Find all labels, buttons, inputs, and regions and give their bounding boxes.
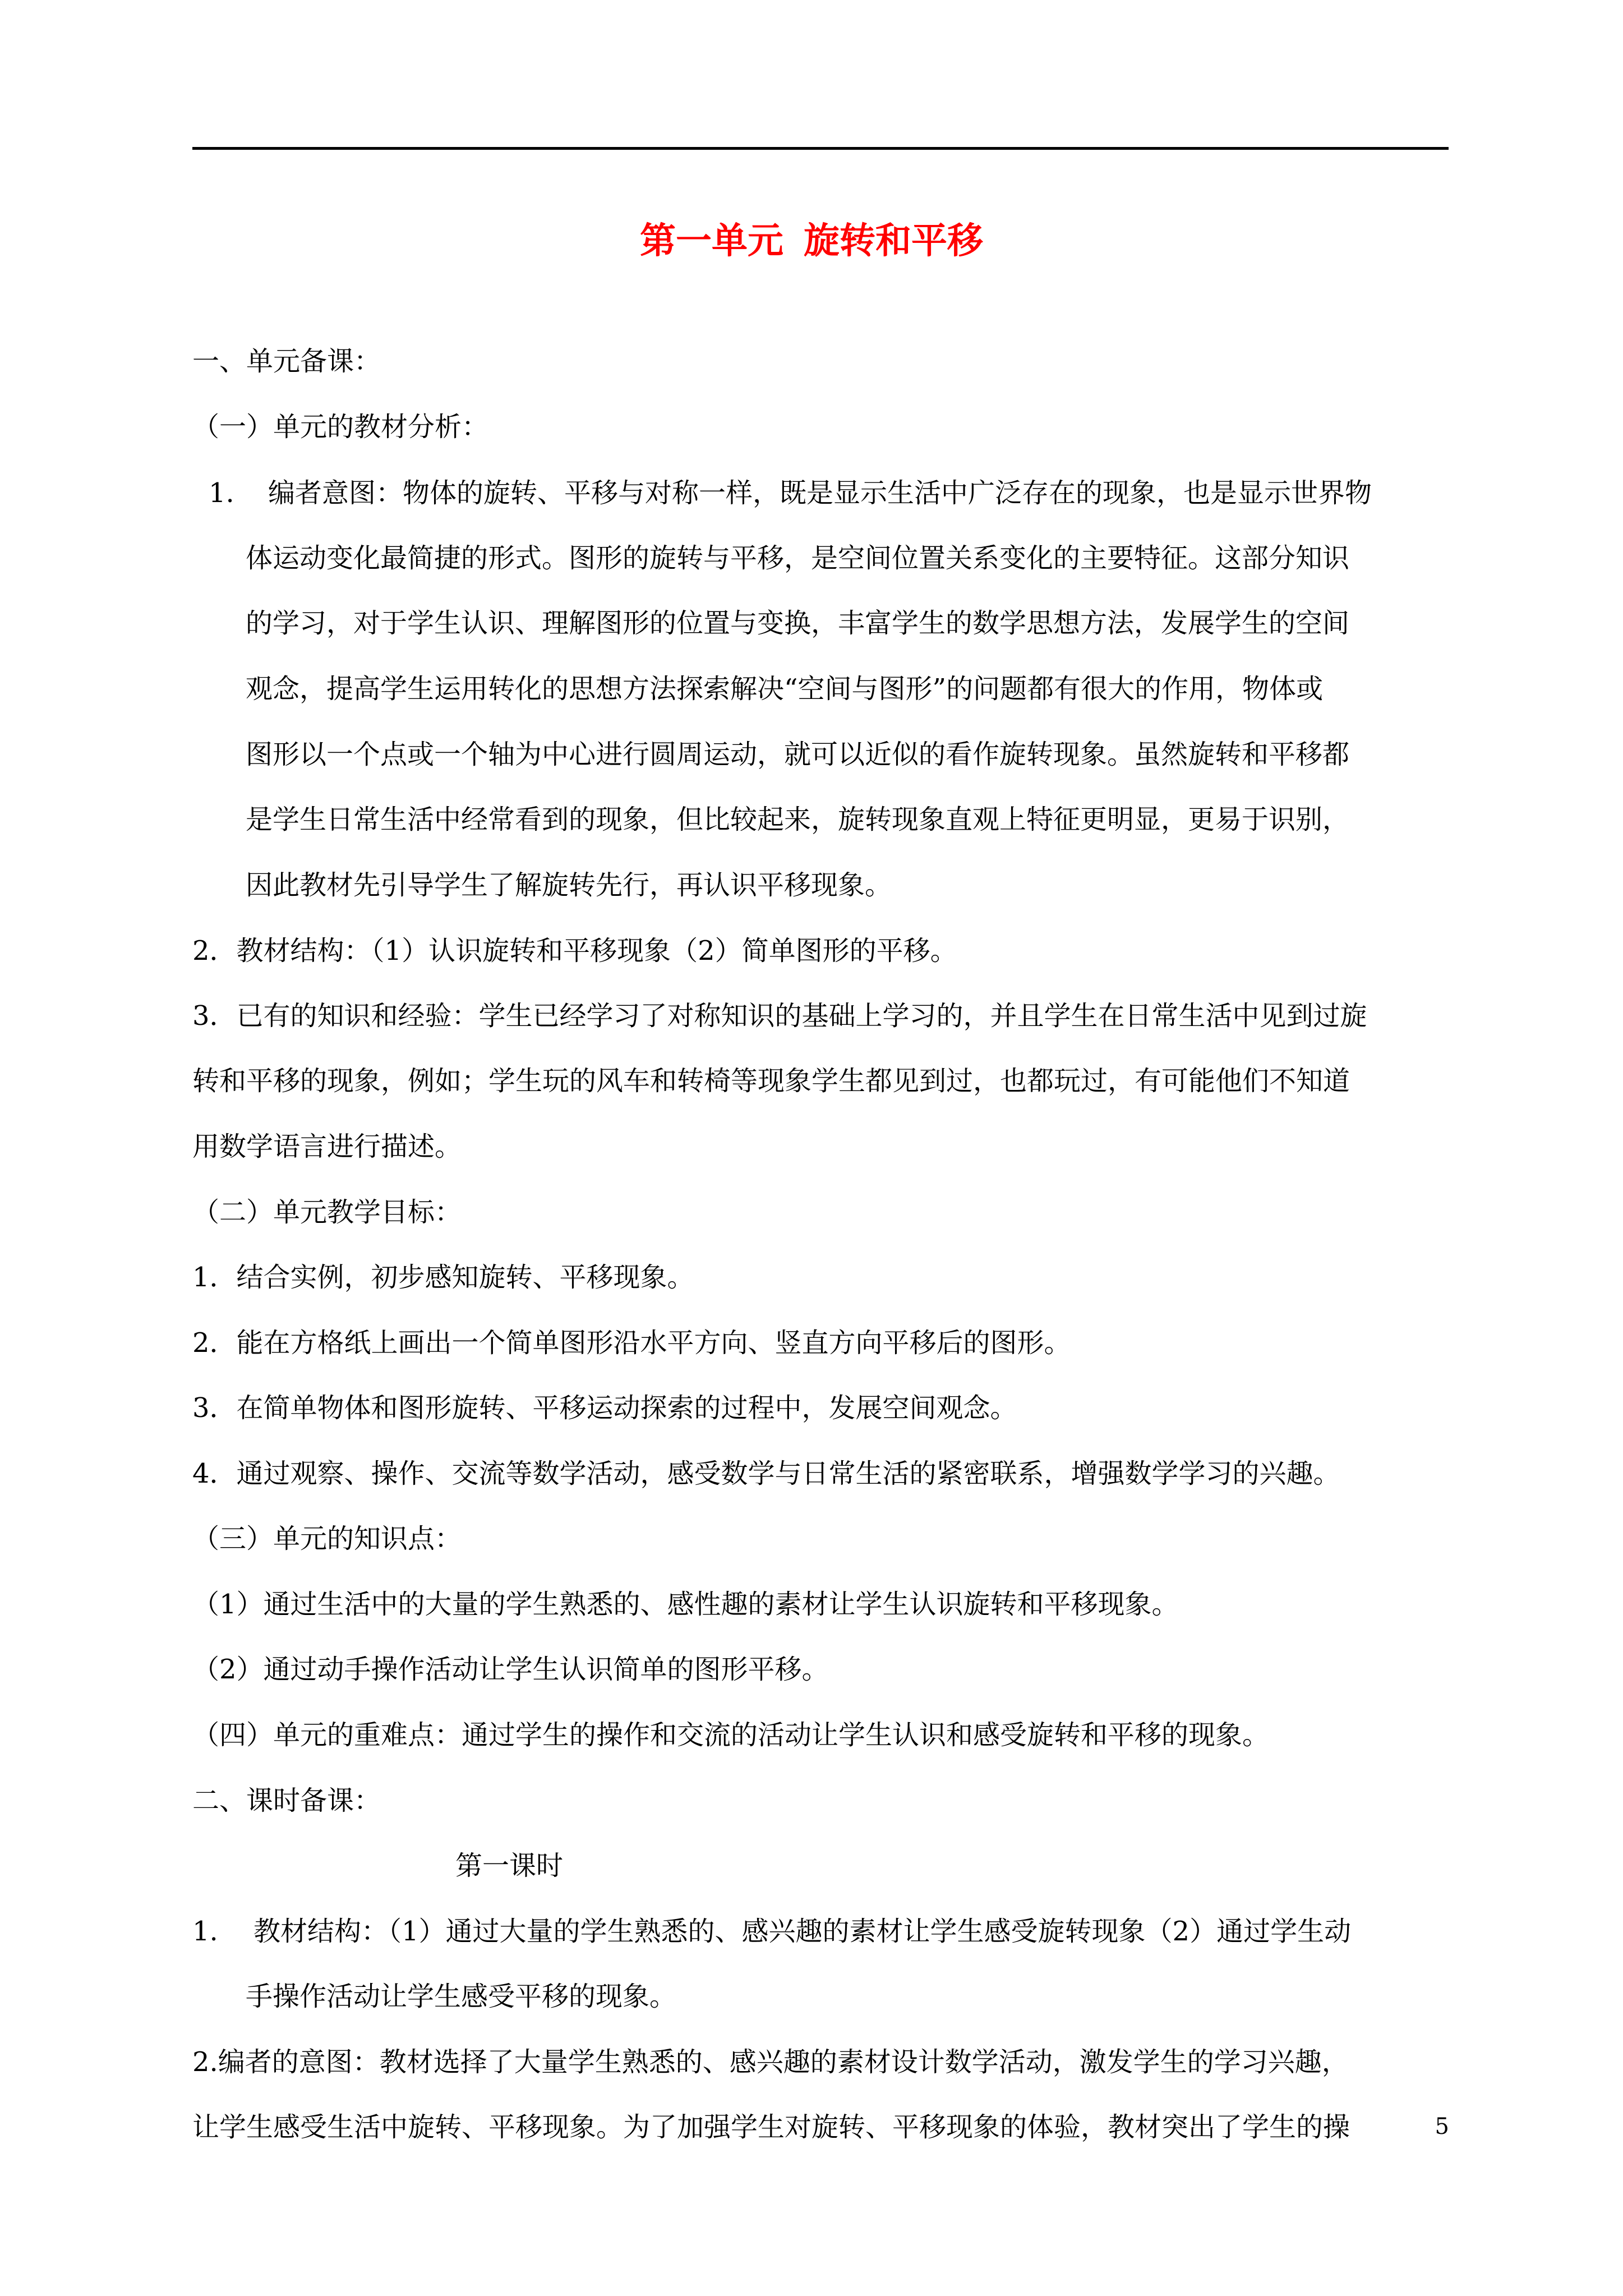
subheading-knowledge-points: （三）单元的知识点： — [192, 1523, 462, 1554]
header-rule — [192, 147, 1449, 150]
paragraph-line: 体运动变化最简捷的形式。图形的旋转与平移，是空间位置关系变化的主要特征。这部分知识 — [246, 542, 1350, 574]
list-item: （2）通过动手操作活动让学生认识简单的图形平移。 — [192, 1654, 829, 1685]
page-title — [0, 216, 1623, 266]
heading-unit-prep: 一、单元备课： — [192, 346, 381, 377]
paragraph-line: 2.编者的意图：教材选择了大量学生熟悉的、感兴趣的素材设计数学活动，激发学生的学习兴趣， — [192, 2046, 1349, 2078]
subheading-key-points: （四）单元的重难点：通过学生的操作和交流的活动让学生认识和感受旋转和平移的现象。 — [192, 1719, 1270, 1751]
list-item: 3．在简单物体和图形旋转、平移运动探索的过程中，发展空间观念。 — [192, 1392, 1017, 1424]
paragraph-line: 图形以一个点或一个轴为中心进行圆周运动，就可以近似的看作旋转现象。虽然旋转和平移都 — [246, 739, 1350, 770]
paragraph-line: 是学生日常生活中经常看到的现象，但比较起来，旋转现象直观上特征更明显，更易于识别， — [246, 804, 1350, 835]
paragraph-line: 编者意图：物体的旋转、平移与对称一样，既是显示生活中广泛存在的现象，也是显示世界物 — [268, 477, 1372, 509]
paragraph-line: 3．已有的知识和经验：学生已经学习了对称知识的基础上学习的，并且学生在日常生活中见到过旋 — [192, 1000, 1367, 1032]
title-part-unit: 第一单元 — [640, 220, 783, 262]
paragraph-line: 2．教材结构：（1）认识旋转和平移现象（2）简单图形的平移。 — [192, 935, 957, 967]
paragraph-line: 转和平移的现象，例如；学生玩的风车和转椅等现象学生都见到过，也都玩过，有可能他们不知道 — [192, 1065, 1350, 1097]
paragraph-line: 让学生感受生活中旋转、平移现象。为了加强学生对旋转、平移现象的体验，教材突出了学生的操 — [192, 2111, 1350, 2143]
paragraph-line: 用数学语言进行描述。 — [192, 1131, 462, 1162]
list-item: 4．通过观察、操作、交流等数学活动，感受数学与日常生活的紧密联系，增强数学学习的兴趣。 — [192, 1458, 1340, 1489]
list-number: 1. — [192, 1916, 218, 1947]
page-number: 5 — [1435, 2114, 1449, 2139]
paragraph-line: 观念，提高学生运用转化的思想方法探索解决“空间与图形”的问题都有很大的作用，物体或 — [246, 673, 1324, 705]
list-number: 1. — [209, 477, 234, 509]
heading-lesson-prep: 二、课时备课： — [192, 1785, 381, 1816]
paragraph-line: 教材结构：（1）通过大量的学生熟悉的、感兴趣的素材让学生感受旋转现象（2）通过学生动 — [253, 1916, 1352, 1947]
subheading-teaching-goals: （二）单元教学目标： — [192, 1197, 462, 1228]
paragraph-line: 的学习，对于学生认识、理解图形的位置与变换，丰富学生的数学思想方法，发展学生的空间 — [246, 608, 1350, 639]
paragraph-line: 因此教材先引导学生了解旋转先行，再认识平移现象。 — [246, 869, 892, 901]
list-item: 2．能在方格纸上画出一个简单图形沿水平方向、竖直方向平移后的图形。 — [192, 1327, 1071, 1359]
lesson-title: 第一课时 — [455, 1850, 564, 1881]
title-part-topic: 旋转和平移 — [804, 220, 983, 262]
list-item: （1）通过生活中的大量的学生熟悉的、感性趣的素材让学生认识旋转和平移现象。 — [192, 1589, 1179, 1620]
list-item: 1．结合实例，初步感知旋转、平移现象。 — [192, 1262, 694, 1293]
subheading-material-analysis: （一）单元的教材分析： — [192, 411, 489, 443]
paragraph-line: 手操作活动让学生感受平移的现象。 — [246, 1981, 677, 2012]
